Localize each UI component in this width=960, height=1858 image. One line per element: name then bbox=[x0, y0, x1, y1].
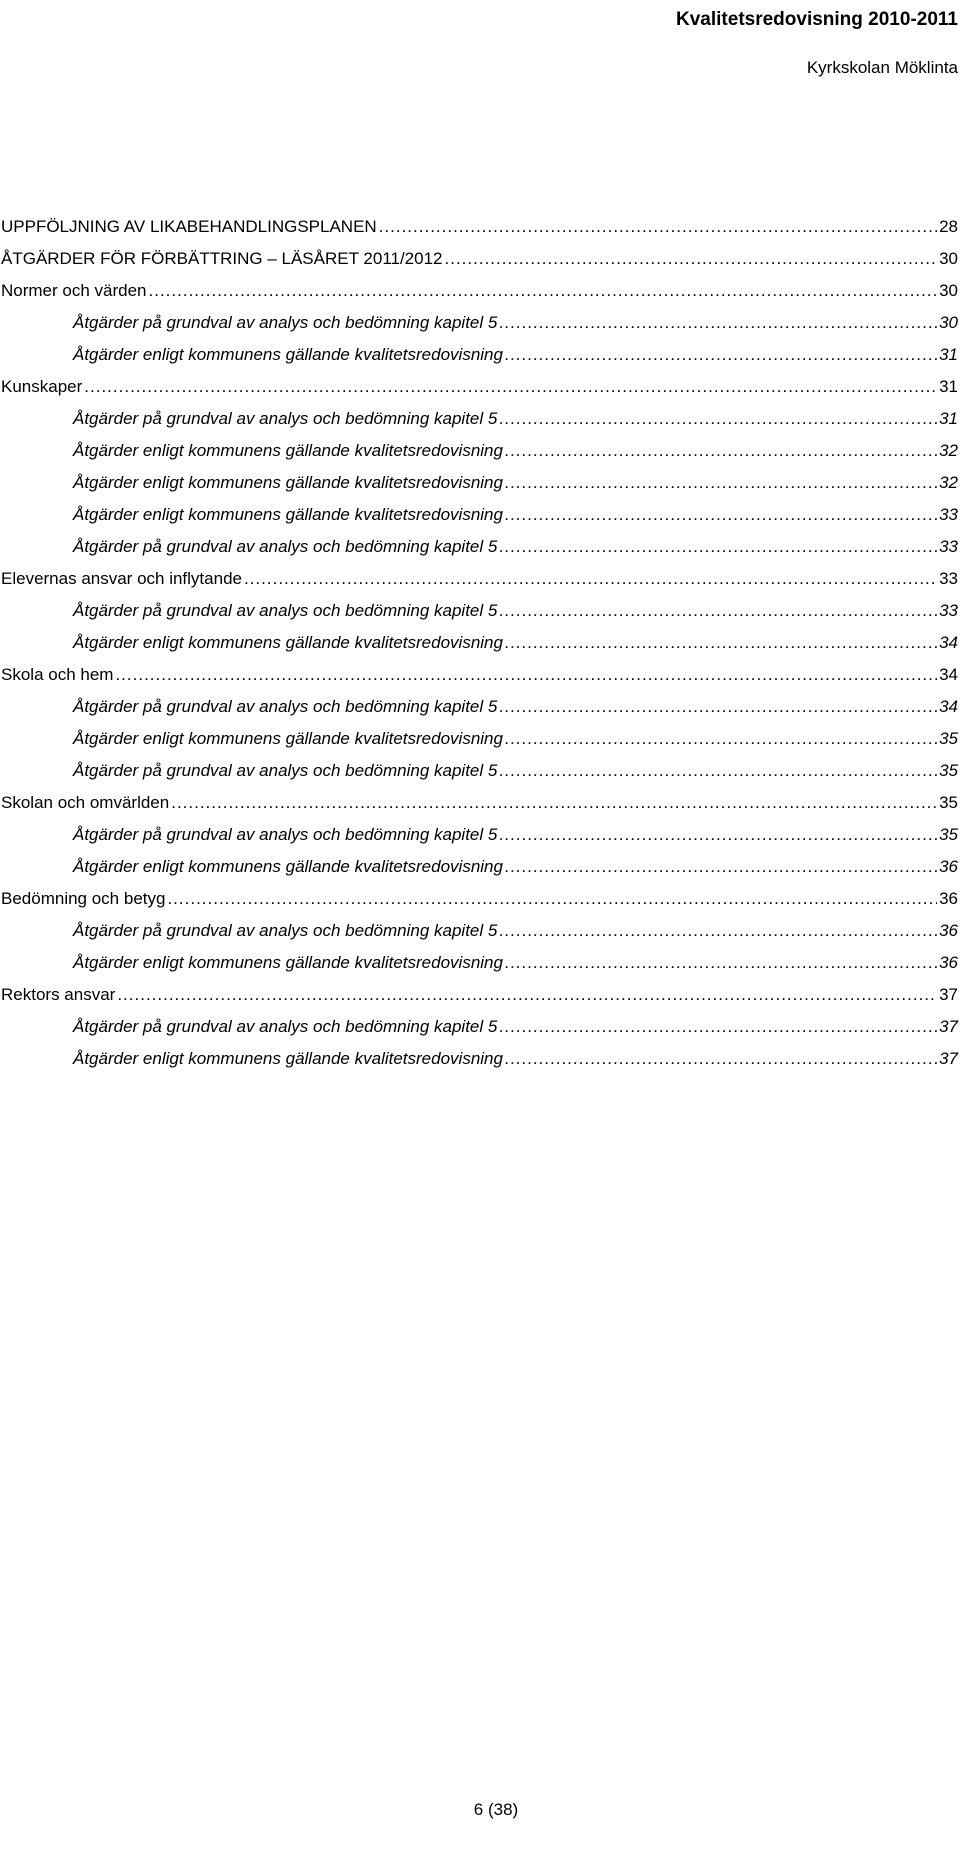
toc-entry-title: Normer och värden bbox=[1, 281, 147, 300]
toc-dot-leader bbox=[499, 819, 937, 851]
toc-entry[interactable] bbox=[1, 403, 958, 435]
toc-entry-title: Åtgärder på grundval av analys och bedömning kapitel 5 bbox=[73, 537, 498, 556]
toc-entry[interactable] bbox=[1, 211, 958, 243]
toc-entry-title: Kunskaper bbox=[1, 377, 83, 396]
toc-entry[interactable] bbox=[1, 659, 958, 691]
toc-entry-page: 33 bbox=[939, 505, 958, 524]
toc-entry-page: 30 bbox=[939, 281, 958, 300]
toc-dot-leader bbox=[379, 211, 937, 243]
toc-dot-leader bbox=[499, 595, 937, 627]
toc-dot-leader bbox=[505, 499, 937, 531]
toc-entry-title: ÅTGÄRDER FÖR FÖRBÄTTRING – LÄSÅRET 2011/2012 bbox=[1, 249, 443, 268]
toc-entry[interactable] bbox=[1, 467, 958, 499]
toc-entry[interactable] bbox=[1, 723, 958, 755]
toc-dot-leader bbox=[505, 339, 937, 371]
toc-dot-leader bbox=[149, 275, 938, 307]
toc-entry[interactable] bbox=[1, 755, 958, 787]
toc-entry-page: 37 bbox=[939, 1049, 958, 1068]
toc-dot-leader bbox=[171, 787, 937, 819]
table-of-contents bbox=[1, 211, 958, 1075]
toc-entry[interactable] bbox=[1, 307, 958, 339]
toc-entry-title: Skola och hem bbox=[1, 665, 114, 684]
toc-entry-page: 36 bbox=[939, 921, 958, 940]
toc-entry-page: 33 bbox=[939, 601, 958, 620]
toc-dot-leader bbox=[244, 563, 937, 595]
toc-entry-page: 32 bbox=[939, 441, 958, 460]
toc-entry-title: Åtgärder enligt kommunens gällande kvalitetsredovisning bbox=[73, 633, 503, 652]
toc-entry-page: 33 bbox=[939, 537, 958, 556]
toc-entry[interactable] bbox=[1, 1011, 958, 1043]
toc-dot-leader bbox=[499, 1011, 937, 1043]
toc-entry-title: UPPFÖLJNING AV LIKABEHANDLINGSPLANEN bbox=[1, 217, 377, 236]
toc-entry-title: Elevernas ansvar och inflytande bbox=[1, 569, 242, 588]
toc-entry[interactable] bbox=[1, 275, 958, 307]
document-title: Kvalitetsredovisning 2010-2011 bbox=[676, 9, 958, 30]
toc-entry[interactable] bbox=[1, 851, 958, 883]
toc-entry-title: Åtgärder på grundval av analys och bedömning kapitel 5 bbox=[73, 761, 498, 780]
toc-dot-leader bbox=[505, 627, 937, 659]
toc-entry-title: Åtgärder på grundval av analys och bedömning kapitel 5 bbox=[73, 601, 498, 620]
toc-entry[interactable] bbox=[1, 531, 958, 563]
toc-entry[interactable] bbox=[1, 787, 958, 819]
toc-entry-page: 36 bbox=[939, 889, 958, 908]
toc-dot-leader bbox=[499, 531, 937, 563]
toc-entry-title: Åtgärder på grundval av analys och bedömning kapitel 5 bbox=[73, 921, 498, 940]
toc-entry-title: Åtgärder på grundval av analys och bedömning kapitel 5 bbox=[73, 697, 498, 716]
toc-entry-page: 36 bbox=[939, 953, 958, 972]
toc-entry-title: Åtgärder på grundval av analys och bedömning kapitel 5 bbox=[73, 409, 498, 428]
toc-entry-title: Bedömning och betyg bbox=[1, 889, 166, 908]
toc-entry-page: 28 bbox=[939, 217, 958, 236]
toc-entry-title: Åtgärder enligt kommunens gällande kvalitetsredovisning bbox=[73, 505, 503, 524]
toc-entry-page: 34 bbox=[939, 697, 958, 716]
toc-dot-leader bbox=[505, 947, 937, 979]
toc-entry-title: Åtgärder på grundval av analys och bedömning kapitel 5 bbox=[73, 1017, 498, 1036]
toc-entry[interactable] bbox=[1, 883, 958, 915]
toc-entry-page: 31 bbox=[939, 409, 958, 428]
toc-dot-leader bbox=[505, 851, 937, 883]
toc-entry[interactable] bbox=[1, 947, 958, 979]
toc-entry-page: 35 bbox=[939, 825, 958, 844]
toc-entry-title: Rektors ansvar bbox=[1, 985, 116, 1004]
toc-entry-title: Åtgärder enligt kommunens gällande kvalitetsredovisning bbox=[73, 857, 503, 876]
toc-dot-leader bbox=[505, 1043, 937, 1075]
page-header bbox=[676, 8, 958, 80]
toc-entry[interactable] bbox=[1, 371, 958, 403]
toc-entry-title: Åtgärder enligt kommunens gällande kvalitetsredovisning bbox=[73, 345, 503, 364]
toc-entry-title: Skolan och omvärlden bbox=[1, 793, 170, 812]
toc-entry[interactable] bbox=[1, 435, 958, 467]
toc-entry[interactable] bbox=[1, 915, 958, 947]
toc-entry[interactable] bbox=[1, 563, 958, 595]
toc-entry-page: 31 bbox=[939, 345, 958, 364]
toc-entry[interactable] bbox=[1, 1043, 958, 1075]
toc-entry[interactable] bbox=[1, 819, 958, 851]
toc-entry-page: 35 bbox=[939, 793, 958, 812]
toc-entry-page: 33 bbox=[939, 569, 958, 588]
toc-entry-page: 30 bbox=[939, 249, 958, 268]
toc-dot-leader bbox=[505, 435, 937, 467]
toc-dot-leader bbox=[445, 243, 938, 275]
toc-entry-title: Åtgärder enligt kommunens gällande kvalitetsredovisning bbox=[73, 953, 503, 972]
toc-entry-title: Åtgärder på grundval av analys och bedömning kapitel 5 bbox=[73, 825, 498, 844]
toc-entry[interactable] bbox=[1, 627, 958, 659]
toc-dot-leader bbox=[167, 883, 937, 915]
toc-dot-leader bbox=[84, 371, 937, 403]
toc-entry-title: Åtgärder enligt kommunens gällande kvalitetsredovisning bbox=[73, 729, 503, 748]
toc-entry-page: 35 bbox=[939, 729, 958, 748]
toc-entry[interactable] bbox=[1, 595, 958, 627]
page-footer bbox=[0, 1798, 960, 1822]
toc-entry-page: 30 bbox=[939, 313, 958, 332]
toc-entry[interactable] bbox=[1, 499, 958, 531]
toc-dot-leader bbox=[499, 691, 937, 723]
toc-entry-page: 32 bbox=[939, 473, 958, 492]
toc-entry[interactable] bbox=[1, 339, 958, 371]
toc-dot-leader bbox=[115, 659, 937, 691]
toc-entry-page: 31 bbox=[939, 377, 958, 396]
toc-entry-page: 34 bbox=[939, 633, 958, 652]
toc-entry-title: Åtgärder enligt kommunens gällande kvalitetsredovisning bbox=[73, 473, 503, 492]
toc-dot-leader bbox=[117, 979, 937, 1011]
toc-entry-title: Åtgärder på grundval av analys och bedömning kapitel 5 bbox=[73, 313, 498, 332]
toc-entry[interactable] bbox=[1, 243, 958, 275]
toc-entry[interactable] bbox=[1, 691, 958, 723]
toc-dot-leader bbox=[499, 403, 937, 435]
toc-entry-title: Åtgärder enligt kommunens gällande kvalitetsredovisning bbox=[73, 441, 503, 460]
toc-dot-leader bbox=[499, 755, 937, 787]
toc-entry-page: 35 bbox=[939, 761, 958, 780]
toc-entry-page: 37 bbox=[939, 1017, 958, 1036]
toc-dot-leader bbox=[505, 467, 937, 499]
toc-dot-leader bbox=[505, 723, 937, 755]
toc-entry-title: Åtgärder enligt kommunens gällande kvalitetsredovisning bbox=[73, 1049, 503, 1068]
school-name: Kyrkskolan Möklinta bbox=[806, 58, 958, 77]
toc-entry-page: 37 bbox=[939, 985, 958, 1004]
toc-entry-page: 34 bbox=[939, 665, 958, 684]
page-number: 6 (38) bbox=[473, 1800, 519, 1819]
toc-entry-page: 36 bbox=[939, 857, 958, 876]
toc-dot-leader bbox=[499, 915, 937, 947]
toc-dot-leader bbox=[499, 307, 937, 339]
toc-entry[interactable] bbox=[1, 979, 958, 1011]
